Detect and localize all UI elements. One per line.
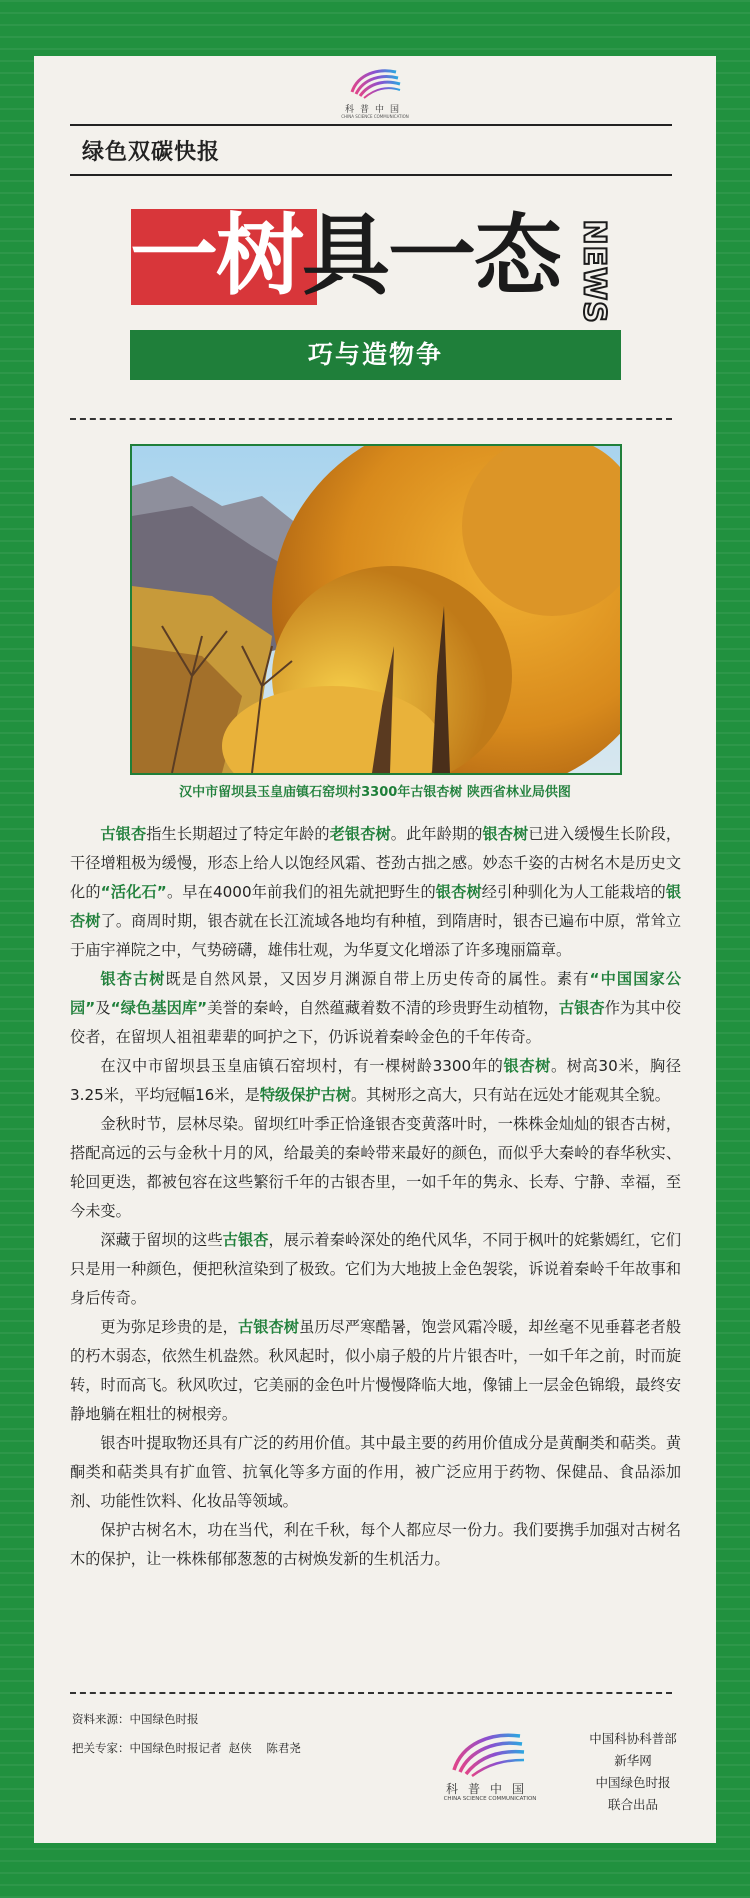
bottom-logo-chinese: 科普中国 xyxy=(445,1782,534,1796)
dashed-divider-top xyxy=(70,418,672,420)
highlight-term: 特级保护古树 xyxy=(259,1086,351,1104)
text-run: 。其树形之高大，只有站在远处才能观其全貌。 xyxy=(350,1086,670,1104)
text-run: 保护古树名木，功在当代，利在千秋，每个人都应尽一份力。我们要携手加强对古树名木的保护，让一株株郁郁葱葱的古树焕发新的生机活力。 xyxy=(70,1521,681,1568)
highlight-term: 古银杏 xyxy=(100,825,147,843)
section-rule xyxy=(70,174,672,176)
bottom-logo-english: CHINA SCIENCE COMMUNICATION xyxy=(443,1796,537,1802)
photo-caption: 汉中市留坝县玉皇庙镇石窑坝村3300年古银杏树 陕西省林业局供图 xyxy=(179,785,571,800)
text-run: 虽历尽严寒酷暑，饱尝风霜冷暖，却丝毫不见垂暮老者般的朽木弱态，依然生机盎然。秋风起时，似小扇子般的片片银杏叶，一如千年之前，时而旋转，时而高飞。秋风吹过，它美丽的金色叶片慢慢降临大地，像铺上一层金色锦缎，最终安静地躺在粗壮的树根旁。 xyxy=(70,1318,682,1423)
poster-paper xyxy=(34,56,716,1843)
kepu-logo xyxy=(334,62,416,122)
top-rule xyxy=(70,124,672,126)
article-paragraph xyxy=(70,1110,681,1226)
producer-2: 新华网 xyxy=(614,1753,652,1768)
highlight-term: 古银杏 xyxy=(222,1231,269,1249)
highlight-term: 银杏树 xyxy=(482,825,529,843)
article-paragraph xyxy=(70,1052,681,1110)
kepu-logo-icon xyxy=(334,62,416,102)
article-paragraph xyxy=(70,1516,681,1574)
expert-credit: 把关专家：中国绿色时报记者 赵侠 陈君尧 xyxy=(72,1741,301,1755)
ginkgo-tree-image xyxy=(132,446,620,773)
producers-list xyxy=(578,1728,688,1816)
text-run: 作为其中佼佼者，在留坝人祖祖辈辈的呵护之下，仍诉说着秦岭金色的千年传奇。 xyxy=(70,999,682,1046)
text-run: 金秋时节，层林尽染。留坝红叶季正恰逢银杏变黄落叶时，一株株金灿灿的银杏古树，搭配高远的云与金秋十月的风，给最美的秦岭带来最好的颜色，而似乎大秦岭的春华秋实、轮回更迭，都被包容在这些繁衍千年的古银杏里，一如千年的隽永、长寿、宁静、幸福，至今未变。 xyxy=(70,1115,681,1220)
article-paragraph xyxy=(70,965,681,1052)
article-paragraph xyxy=(70,820,681,965)
highlight-term: 古银杏树 xyxy=(237,1318,300,1336)
highlight-term: “中国国家公园” xyxy=(70,970,682,1017)
highlight-term: “活化石” xyxy=(100,883,167,901)
article-body xyxy=(70,820,681,1574)
highlight-term: “绿色基因库” xyxy=(110,999,208,1017)
headline xyxy=(130,206,560,306)
kepu-logo-bottom xyxy=(440,1724,540,1804)
text-run: 深藏于留坝的这些 xyxy=(100,1231,223,1249)
text-run: 美誉的秦岭，自然蕴藏着数不清的珍贵野生动植物， xyxy=(207,999,559,1017)
text-run: ，展示着秦岭深处的绝代风华，不同于枫叶的姹紫嫣红，它们只是用一种颜色，便把秋渲染到了极致。它们为大地披上金色袈裟，诉说着秦岭千年故事和身后传奇。 xyxy=(70,1231,682,1307)
text-run: 指生长期超过了特定年龄的 xyxy=(146,825,330,843)
ginkgo-photo xyxy=(130,444,622,775)
producer-4: 联合出品 xyxy=(607,1797,658,1812)
news-tag-text: NEWS xyxy=(576,219,612,324)
subtitle-bar: 巧与造物争 xyxy=(130,330,621,380)
kepu-logo-bottom-icon xyxy=(440,1724,540,1780)
dashed-divider-bottom xyxy=(70,1692,672,1694)
producer-3: 中国绿色时报 xyxy=(595,1775,671,1790)
section-title: 绿色双碳快报 xyxy=(82,140,221,165)
article-paragraph xyxy=(70,1313,681,1429)
text-run: 及 xyxy=(95,999,111,1017)
producer-1: 中国科协科普部 xyxy=(589,1731,677,1746)
logo-chinese-text: 科普中国 xyxy=(344,105,405,115)
text-run: 既是自然风景，又因岁月渊源自带上历史传奇的属性。素有 xyxy=(165,970,590,988)
text-run: 经引种驯化为人工能栽培的 xyxy=(481,883,666,901)
highlight-term: 银杏树 xyxy=(503,1057,551,1075)
article-paragraph xyxy=(70,1429,681,1516)
news-tag xyxy=(576,219,612,324)
highlight-term: 银杏古树 xyxy=(100,970,166,988)
text-run: 银杏叶提取物还具有广泛的药用价值。其中最主要的药用价值成分是黄酮类和萜类。黄酮类和萜类具有扩血管、抗氧化等多方面的作用，被广泛应用于药物、保健品、食品添加剂、功能性饮料、化妆品等领域。 xyxy=(70,1434,681,1510)
text-run: 了。商周时期，银杏就在长江流域各地均有种植，到隋唐时，银杏已遍布中原，常耸立于庙宇禅院之中，气势磅礴，雄伟壮观，为华夏文化增添了许多瑰丽篇章。 xyxy=(70,912,682,959)
text-run: 更为弥足珍贵的是， xyxy=(100,1318,238,1336)
highlight-term: 银杏树 xyxy=(435,883,482,901)
headline-black-part: 具一态 xyxy=(302,204,561,307)
headline-red-part: 一树 xyxy=(130,204,303,307)
article-paragraph xyxy=(70,1226,681,1313)
highlight-term: 古银杏 xyxy=(558,999,605,1017)
highlight-term: 老银杏树 xyxy=(329,825,391,843)
text-run: 。树高30米，胸径3.25米，平均冠幅16米，是 xyxy=(70,1057,682,1104)
text-run: 已进入缓慢生长阶段，干径增粗极为缓慢，形态上给人以饱经风霜、苍劲古拙之感。妙态千姿的古树名木是历史文化的 xyxy=(70,825,682,901)
highlight-term: 银杏树 xyxy=(70,883,682,930)
logo-english-text: CHINA SCIENCE COMMUNICATION xyxy=(341,114,409,119)
text-run: 。早在4000年前我们的祖先就把野生的 xyxy=(166,883,436,901)
source-credit: 资料来源：中国绿色时报 xyxy=(72,1712,199,1726)
text-run: 。此年龄期的 xyxy=(390,825,483,843)
text-run: 在汉中市留坝县玉皇庙镇石窑坝村，有一棵树龄3300年的 xyxy=(100,1057,504,1075)
